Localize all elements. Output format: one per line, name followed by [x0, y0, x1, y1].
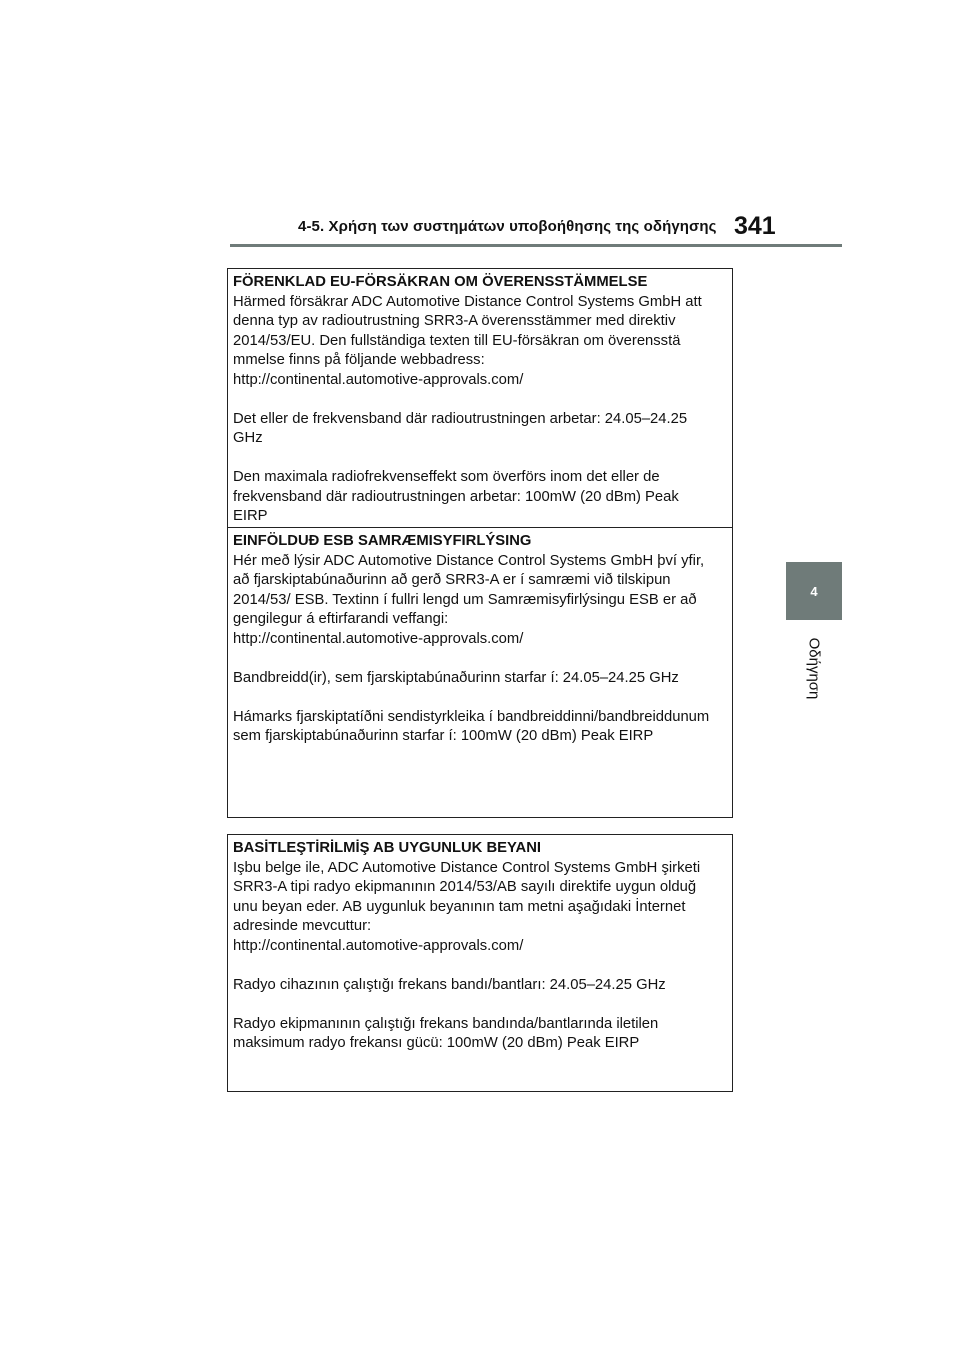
max-power-paragraph: [233, 708, 727, 747]
text-line: Radyo ekipmanının çalıştığı frekans bandında/bantlarında iletilen: [233, 1015, 659, 1032]
frequency-band-paragraph: [233, 669, 727, 689]
header-rule: [230, 244, 842, 247]
url-line: http://continental.automotive-approvals.com/: [233, 937, 524, 954]
url-line: http://continental.automotive-approvals.com/: [233, 371, 524, 388]
text-line: denna typ av radioutrustning SRR3-A överensstämmer med direktiv: [233, 313, 676, 329]
declaration-title: EINFÖLDUÐ ESB SAMRÆMISYFIRLÝSING: [233, 533, 532, 549]
declaration-paragraph: [233, 552, 727, 650]
section-header: 4-5. Χρήση των συστημάτων υποβοήθησης της οδήγησης: [298, 218, 717, 235]
text-line: Hámarks fjarskiptatíðni sendistyrkleika í bandbreiddinni/bandbreiddunum: [233, 708, 710, 725]
text-line: 2014/53/ ESB. Textinn í fullri lengd um Samræmisyfirlýsingu ESB er að: [233, 591, 697, 608]
text-line: gengilegur á eftirfarandi veffangi:: [233, 611, 449, 627]
text-line: frekvensband där radioutrustningen arbetar: 100mW (20 dBm) Peak: [233, 488, 679, 505]
text-line: Det eller de frekvensband där radioutrustningen arbetar: 24.05–24.25: [233, 410, 688, 427]
declaration-paragraph: [233, 293, 727, 391]
text-line: Radyo cihazının çalıştığı frekans bandı/bantları: 24.05–24.25 GHz: [233, 976, 666, 993]
text-line: Härmed försäkrar ADC Automotive Distance Control Systems GmbH att: [233, 293, 702, 310]
text-line: EIRP: [233, 508, 268, 524]
chapter-label: [786, 628, 842, 708]
chapter-tab-number: 4: [810, 583, 818, 599]
declaration-title: FÖRENKLAD EU-FÖRSÄKRAN OM ÖVERENSSTÄMMELSE: [233, 274, 648, 290]
text-line: Bandbreidd(ir), sem fjarskiptabúnaðurinn starfar í: 24.05–24.25 GHz: [233, 669, 679, 686]
text-line: adresinde mevcuttur:: [233, 918, 372, 934]
declaration-paragraph: [233, 859, 727, 957]
text-line: GHz: [233, 430, 263, 446]
chapter-tab: [786, 562, 842, 620]
declaration-box-swedish: [227, 268, 733, 528]
text-line: Hér með lýsir ADC Automotive Distance Control Systems GmbH því yfir,: [233, 552, 705, 569]
text-line: sem fjarskiptabúnaðurinn starfar í: 100mW (20 dBm) Peak EIRP: [233, 728, 654, 744]
text-line: mmelse finns på följande webbadress:: [233, 352, 485, 368]
url-line: http://continental.automotive-approvals.com/: [233, 630, 524, 647]
max-power-paragraph: [233, 1015, 727, 1054]
text-line: SRR3-A tipi radyo ekipmanının 2014/53/AB sayılı direktife uygun olduğ: [233, 879, 697, 895]
text-line: að fjarskiptabúnaðurinn að gerð SRR3-A er í samræmi við tilskipun: [233, 572, 671, 588]
declaration-box-icelandic: [227, 528, 733, 818]
max-power-paragraph: [233, 468, 727, 527]
frequency-band-paragraph: [233, 976, 727, 996]
chapter-label-text: Οδήγηση: [805, 637, 823, 699]
page-number: 341: [734, 212, 776, 240]
declaration-box-turkish: [227, 834, 733, 1092]
text-line: Işbu belge ile, ADC Automotive Distance Control Systems GmbH şirketi: [233, 859, 701, 876]
text-line: unu beyan eder. AB uygunluk beyanının tam metni aşağıdaki İnternet: [233, 898, 686, 915]
declaration-title: BASİTLEŞTİRİLMİŞ AB UYGUNLUK BEYANI: [233, 840, 542, 856]
text-line: Den maximala radiofrekvenseffekt som överförs inom det eller de: [233, 469, 660, 485]
text-line: 2014/53/EU. Den fullständiga texten till EU-försäkran om överensstä: [233, 332, 681, 349]
frequency-band-paragraph: [233, 410, 727, 449]
text-line: maksimum radyo frekansı gücü: 100mW (20 dBm) Peak EIRP: [233, 1035, 640, 1051]
